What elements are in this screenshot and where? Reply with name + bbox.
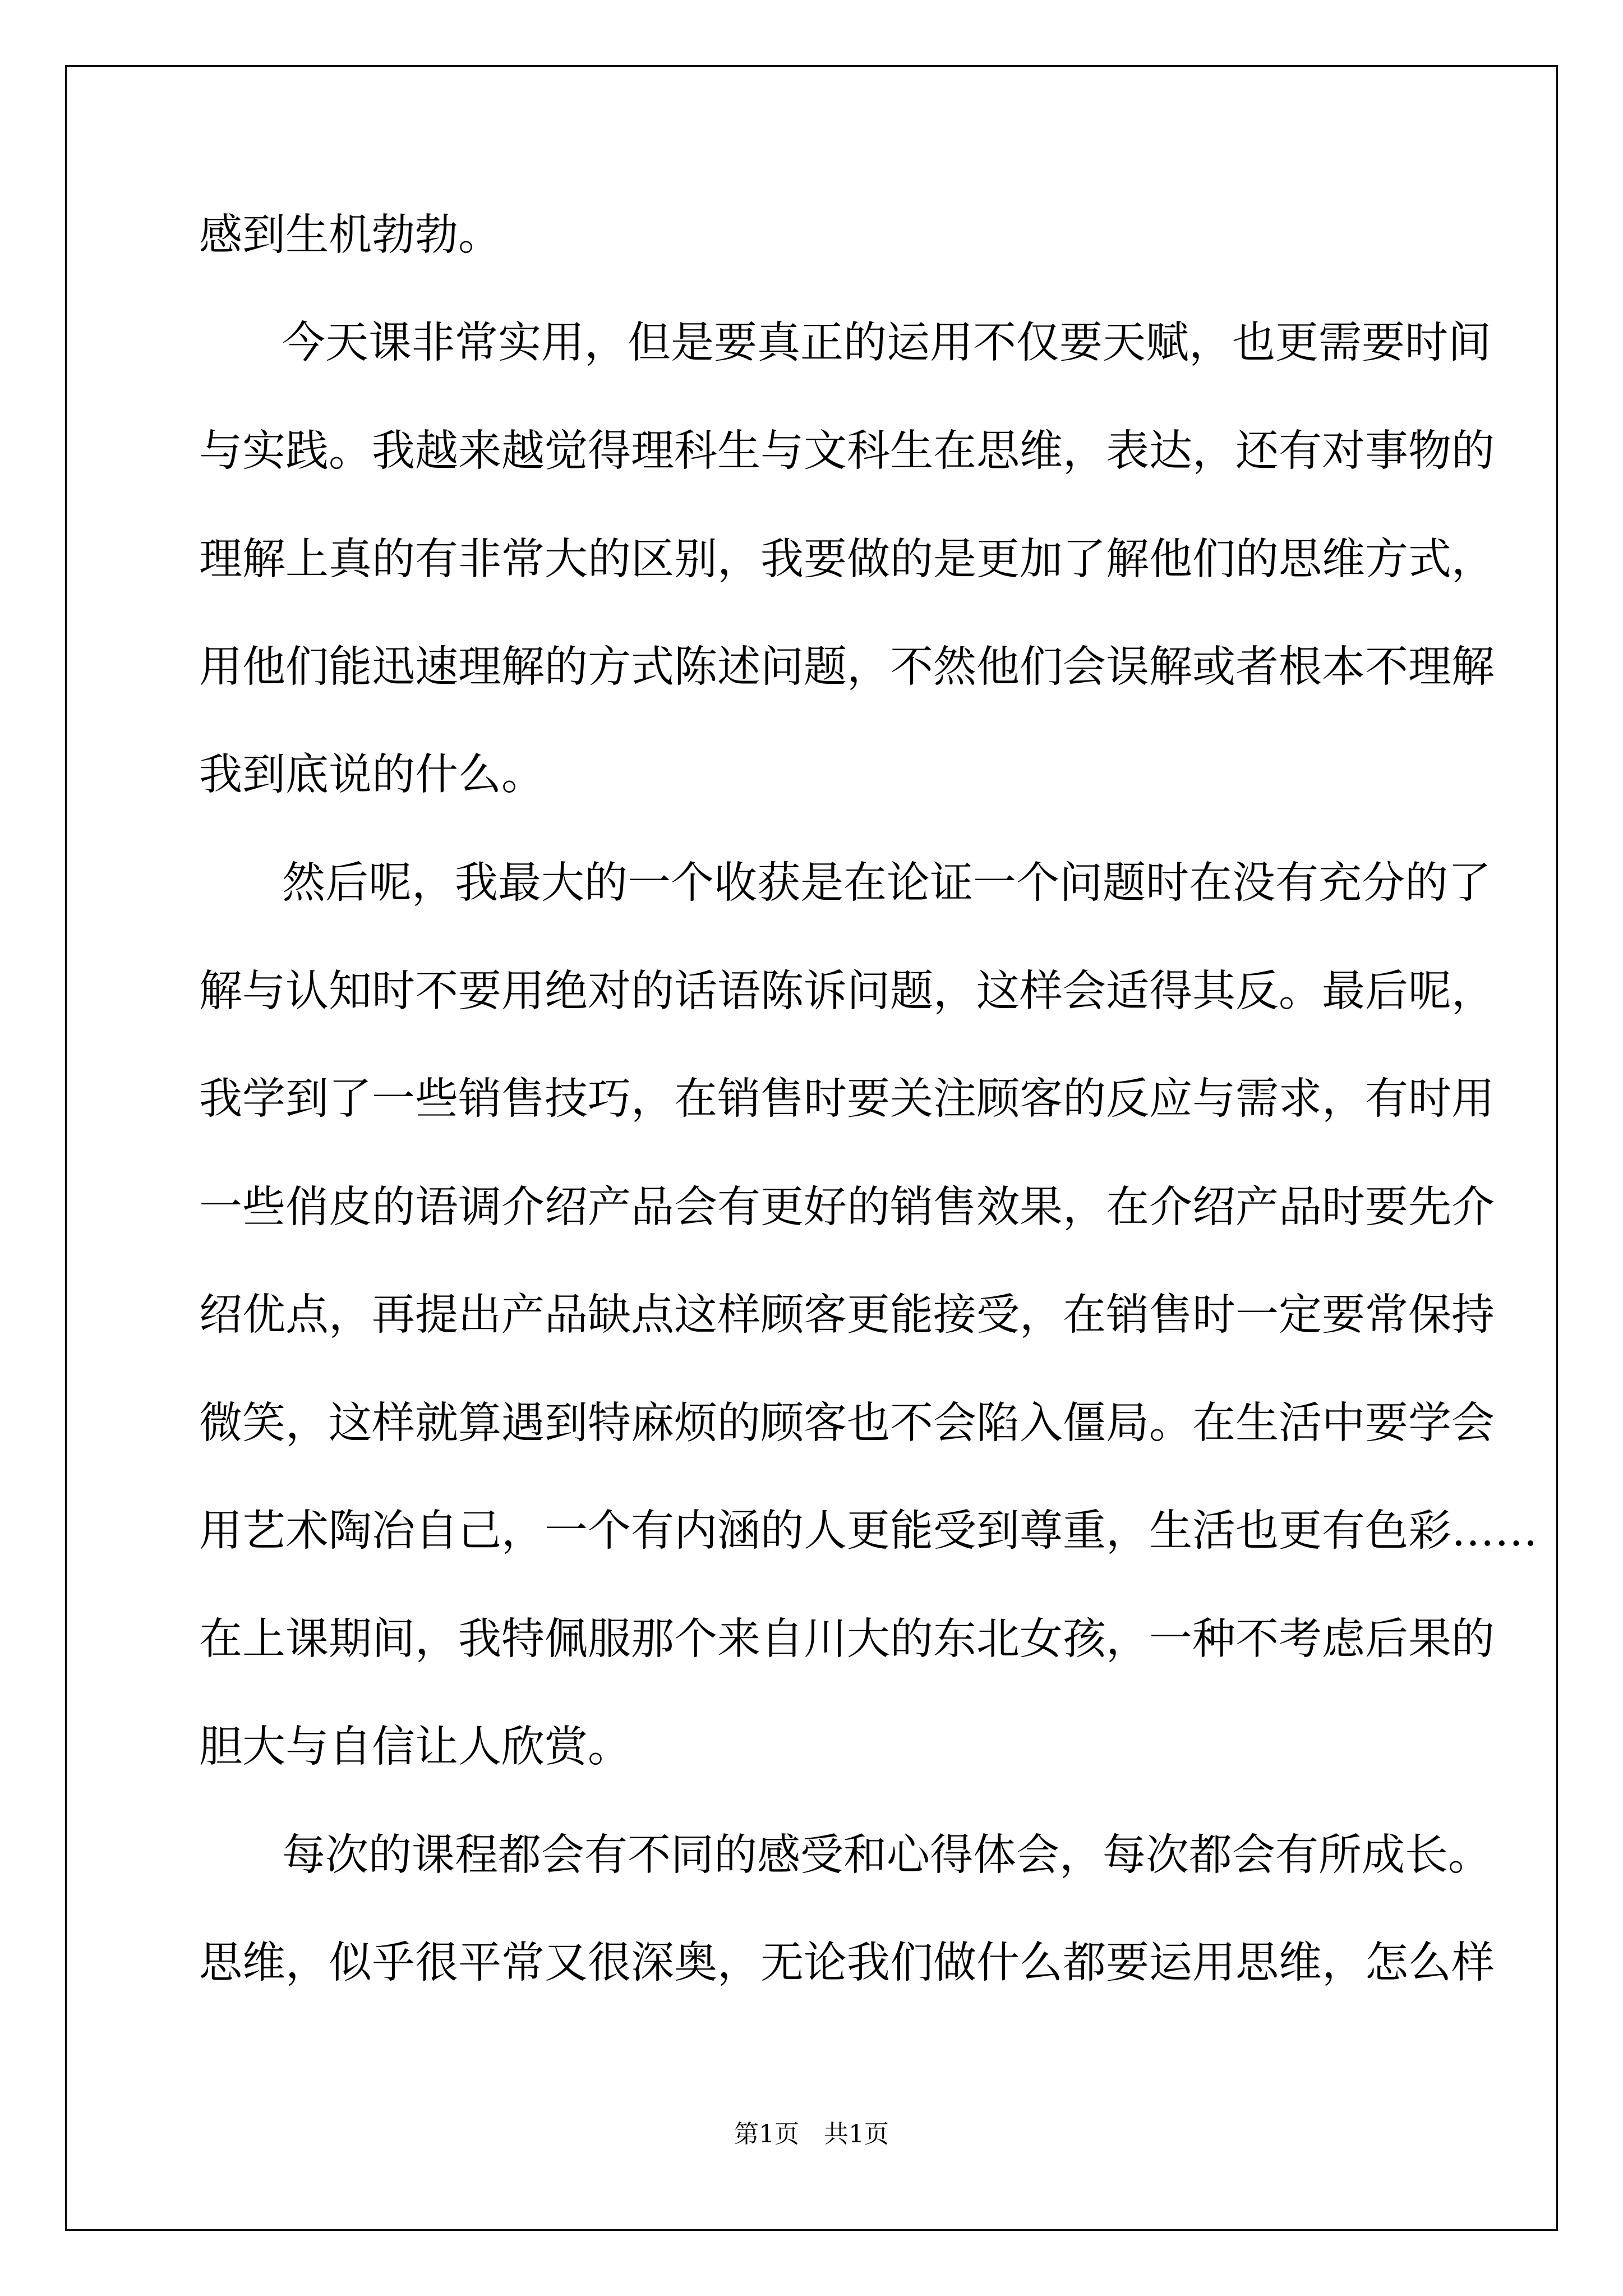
text-line: 我到底说的什么。 [199, 750, 545, 800]
text-line: 胆大与自信让人欣赏。 [199, 1722, 631, 1772]
text-line: 与实践。我越来越觉得理科生与文科生在思维，表达，还有对事物的 [199, 426, 1495, 476]
text-line: 微笑，这样就算遇到特麻烦的顾客也不会陷入僵局。在生活中要学会 [199, 1398, 1495, 1448]
text-line: 每次的课程都会有不同的感受和心得体会，每次都会有所成长。 [282, 1830, 1491, 1880]
text-line: 然后呢，我最大的一个收获是在论证一个问题时在没有充分的了 [282, 858, 1491, 908]
text-line: 用艺术陶冶自己，一个有内涵的人更能受到尊重，生活也更有色彩…… [199, 1506, 1538, 1556]
text-line: 一些俏皮的语调介绍产品会有更好的销售效果，在介绍产品时要先介 [199, 1182, 1495, 1232]
text-line: 用他们能迅速理解的方式陈述问题，不然他们会误解或者根本不理解 [199, 642, 1495, 692]
text-line: 我学到了一些销售技巧，在销售时要关注顾客的反应与需求，有时用 [199, 1074, 1495, 1124]
text-line: 今天课非常实用，但是要真正的运用不仅要天赋，也更需要时间 [282, 318, 1491, 368]
page-number-footer: 第1页 共1页 [734, 2120, 889, 2148]
page-border [65, 65, 1558, 2231]
text-line: 理解上真的有非常大的区别，我要做的是更加了解他们的思维方式， [199, 535, 1495, 585]
text-line: 解与认知时不要用绝对的话语陈诉问题，这样会适得其反。最后呢， [199, 967, 1495, 1016]
text-line: 感到生机勃勃。 [199, 210, 501, 260]
text-line: 思维，似乎很平常又很深奥，无论我们做什么都要运用思维，怎么样 [199, 1938, 1495, 1988]
text-line: 绍优点，再提出产品缺点这样顾客更能接受，在销售时一定要常保持 [199, 1290, 1495, 1340]
text-line: 在上课期间，我特佩服那个来自川大的东北女孩，一种不考虑后果的 [199, 1614, 1495, 1664]
